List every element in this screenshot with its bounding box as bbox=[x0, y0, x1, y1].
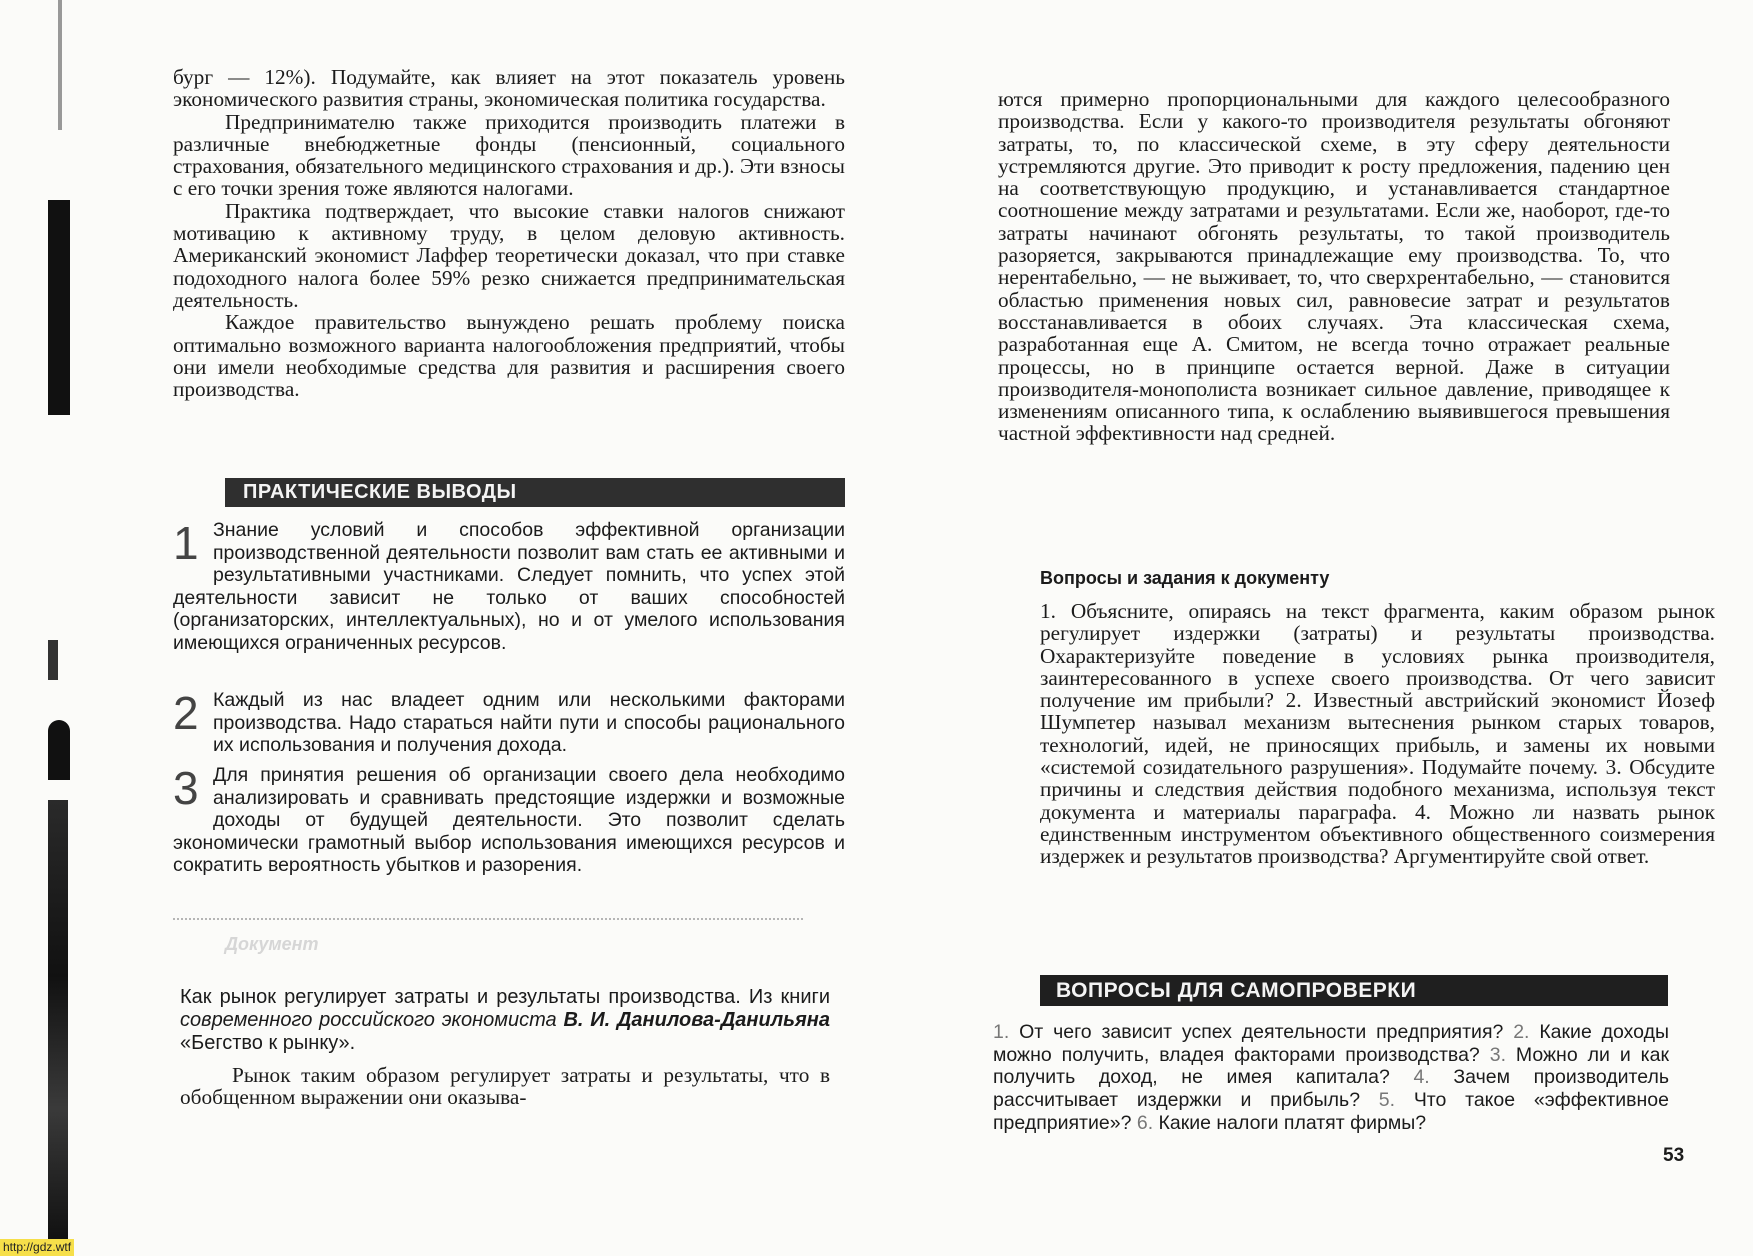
scan-artifact bbox=[48, 720, 70, 780]
question-text: Зачем производитель рассчитывает издержки и прибыль? bbox=[993, 1066, 1669, 1112]
document-text-continued bbox=[998, 88, 1670, 445]
right-page bbox=[880, 0, 1753, 1256]
document-questions-text bbox=[1040, 600, 1715, 868]
question-text: Можно ли и как получить доход, не имея капитала? bbox=[993, 1043, 1670, 1089]
conclusion-number: 2 bbox=[173, 687, 199, 739]
question-number: 3. bbox=[1489, 1043, 1506, 1066]
tax-text-block bbox=[173, 66, 845, 400]
paragraph: 1. Объясните, опираясь на текст фрагмента, каким образом рынок регулирует издержки (затраты) и результаты производства. Охарактеризуйте поведение в условиях рынка производителя, заинтересованного в успехе своего производства. От чего зависит получение им прибыли? 2. Известный австрийский экономист Йозеф Шумпетер называл механизм вытеснения рынком старых товаров, технологий, идей, не приносящих прибыль, и замены их новыми «системой созидательного разрушения». Подумайте почему. 3. Обсудите причины и следствия действия подобного механизма, используя текст документа и материалы параграфа. 4. Можно ли назвать рынок единственным инструментом объективного общественного соизмерения издержек и результатов производства? Аргументируйте свой ответ. bbox=[1040, 599, 1715, 869]
paragraph: Каждое правительство вынуждено решать проблему поиска оптимально возможного варианта налогообложения предприятий, чтобы они имели необходимые средства для развития и расширения своего производства. bbox=[173, 310, 845, 402]
conclusion-item bbox=[173, 689, 845, 757]
conclusion-item bbox=[173, 764, 845, 877]
document-author: В. И. Данилова-Данильяна bbox=[563, 1009, 831, 1031]
page-number: 53 bbox=[1663, 1145, 1685, 1166]
question-number: 2. bbox=[1513, 1021, 1530, 1043]
question-number: 4. bbox=[1413, 1066, 1430, 1089]
practical-conclusions-heading: ПРАКТИЧЕСКИЕ ВЫВОДЫ bbox=[225, 478, 845, 507]
self-check-questions bbox=[993, 1021, 1669, 1135]
paragraph: Практика подтверждает, что высокие ставки налогов снижают мотивацию к активному труду, в целом деловую активность. Американский экономист Лаффер теоретически доказал, что при ставке подоходного налога более 59% резко снижается предпринимательская деятельность. bbox=[173, 198, 845, 312]
scan-artifact bbox=[48, 640, 58, 680]
question-text: От чего зависит успех деятельности предприятия? bbox=[1009, 1021, 1514, 1043]
document-text-start bbox=[180, 1064, 830, 1109]
conclusion-text: Каждый из нас владеет одним или несколькими факторами производства. Надо стараться найти пути и способы рационального их использования и получения дохода. bbox=[213, 689, 845, 756]
conclusion-item bbox=[173, 519, 845, 654]
conclusion-text: Знание условий и способов эффективной организации производственной деятельности позволит вам стать ее активными и результативными участниками. Следует помнить, что успех этой деятельности зависит не только от ваших способностей (организаторских, интеллектуальных), но и от умелого использования имеющихся ограниченных ресурсов. bbox=[173, 519, 845, 654]
conclusion-text: Для принятия решения об организации своего дела необходимо анализировать и сравнивать предстоящие издержки и возможные доходы от будущей деятельности. Это позволит сделать экономически грамотный выбор использования имеющихся ресурсов и сократить вероятность убытков и разорения. bbox=[173, 764, 845, 876]
scan-artifact bbox=[48, 200, 70, 415]
document-title-italic: современного российского экономиста bbox=[180, 1009, 564, 1031]
document-title-main: Как рынок регулирует затраты и результаты производства. Из книги bbox=[180, 986, 830, 1008]
document-label: Документ bbox=[225, 934, 319, 954]
question-number: 6. bbox=[1136, 1111, 1154, 1134]
paragraph: Предпринимателю также приходится производить платежи в различные внебюджетные фонды (пенсионный, социального страхования, обязательного медицинского страхования и др.). Эти взносы с его точки зрения тоже являются налогами. bbox=[173, 109, 845, 201]
source-link[interactable]: http://gdz.wtf bbox=[0, 1239, 74, 1256]
question-number: 5. bbox=[1378, 1089, 1396, 1112]
paragraph: ются примерно пропорциональными для каждого целесообразного производства. Если у какого-то производителя результаты обгоняют затраты, то, по классической схеме, в эту сферу деятельности устремляются другие. Это приводит к росту предложения, падению цен на соответствующую продукцию, и устанавливается стандартное соотношение между затратами и результатами. Если же, наоборот, где-то затраты начинают обгонять результаты, то такой производитель разоряется, закрываются принадлежащие ему производства. То, что нерентабельно, — не выживает, то, что сверхрентабельно, — становится областью применения новых сил, равновесие затрат и результатов восстанавливается в обоих случаях. Эта классическая схема, разработанная еще А. Смитом, не всегда точно отражает реальные процессы, но в принципе остается верной. Даже в ситуации производителя-монополиста возникает сильное давление, приводящее к изменениям описанного типа, к ослаблению выявившегося превышения частной эффективности над средней. bbox=[998, 87, 1670, 446]
question-text: Какие доходы можно получить, владея факторами производства? bbox=[993, 1021, 1669, 1066]
document-book: «Бегство к рынку». bbox=[180, 1032, 356, 1054]
document-title bbox=[180, 986, 830, 1055]
paragraph: Рынок таким образом регулирует затраты и результаты, что в обобщенном выражении они оказыва- bbox=[180, 1063, 830, 1110]
question-text: Что такое «эффективное предприятие»? bbox=[993, 1089, 1669, 1134]
question-text: Какие налоги платят фирмы? bbox=[1153, 1111, 1427, 1134]
question-number: 1. bbox=[993, 1021, 1010, 1043]
divider bbox=[173, 918, 803, 920]
document-questions-heading: Вопросы и задания к документу bbox=[1040, 568, 1330, 588]
paragraph: бург — 12%). Подумайте, как влияет на этот показатель уровень экономического развития страны, экономическая политика государства. bbox=[173, 65, 845, 112]
scan-artifact bbox=[48, 800, 68, 1240]
conclusion-number: 1 bbox=[173, 517, 199, 569]
self-check-heading: ВОПРОСЫ ДЛЯ САМОПРОВЕРКИ bbox=[1040, 975, 1668, 1006]
scan-artifact bbox=[58, 0, 62, 130]
conclusion-number: 3 bbox=[173, 762, 199, 814]
